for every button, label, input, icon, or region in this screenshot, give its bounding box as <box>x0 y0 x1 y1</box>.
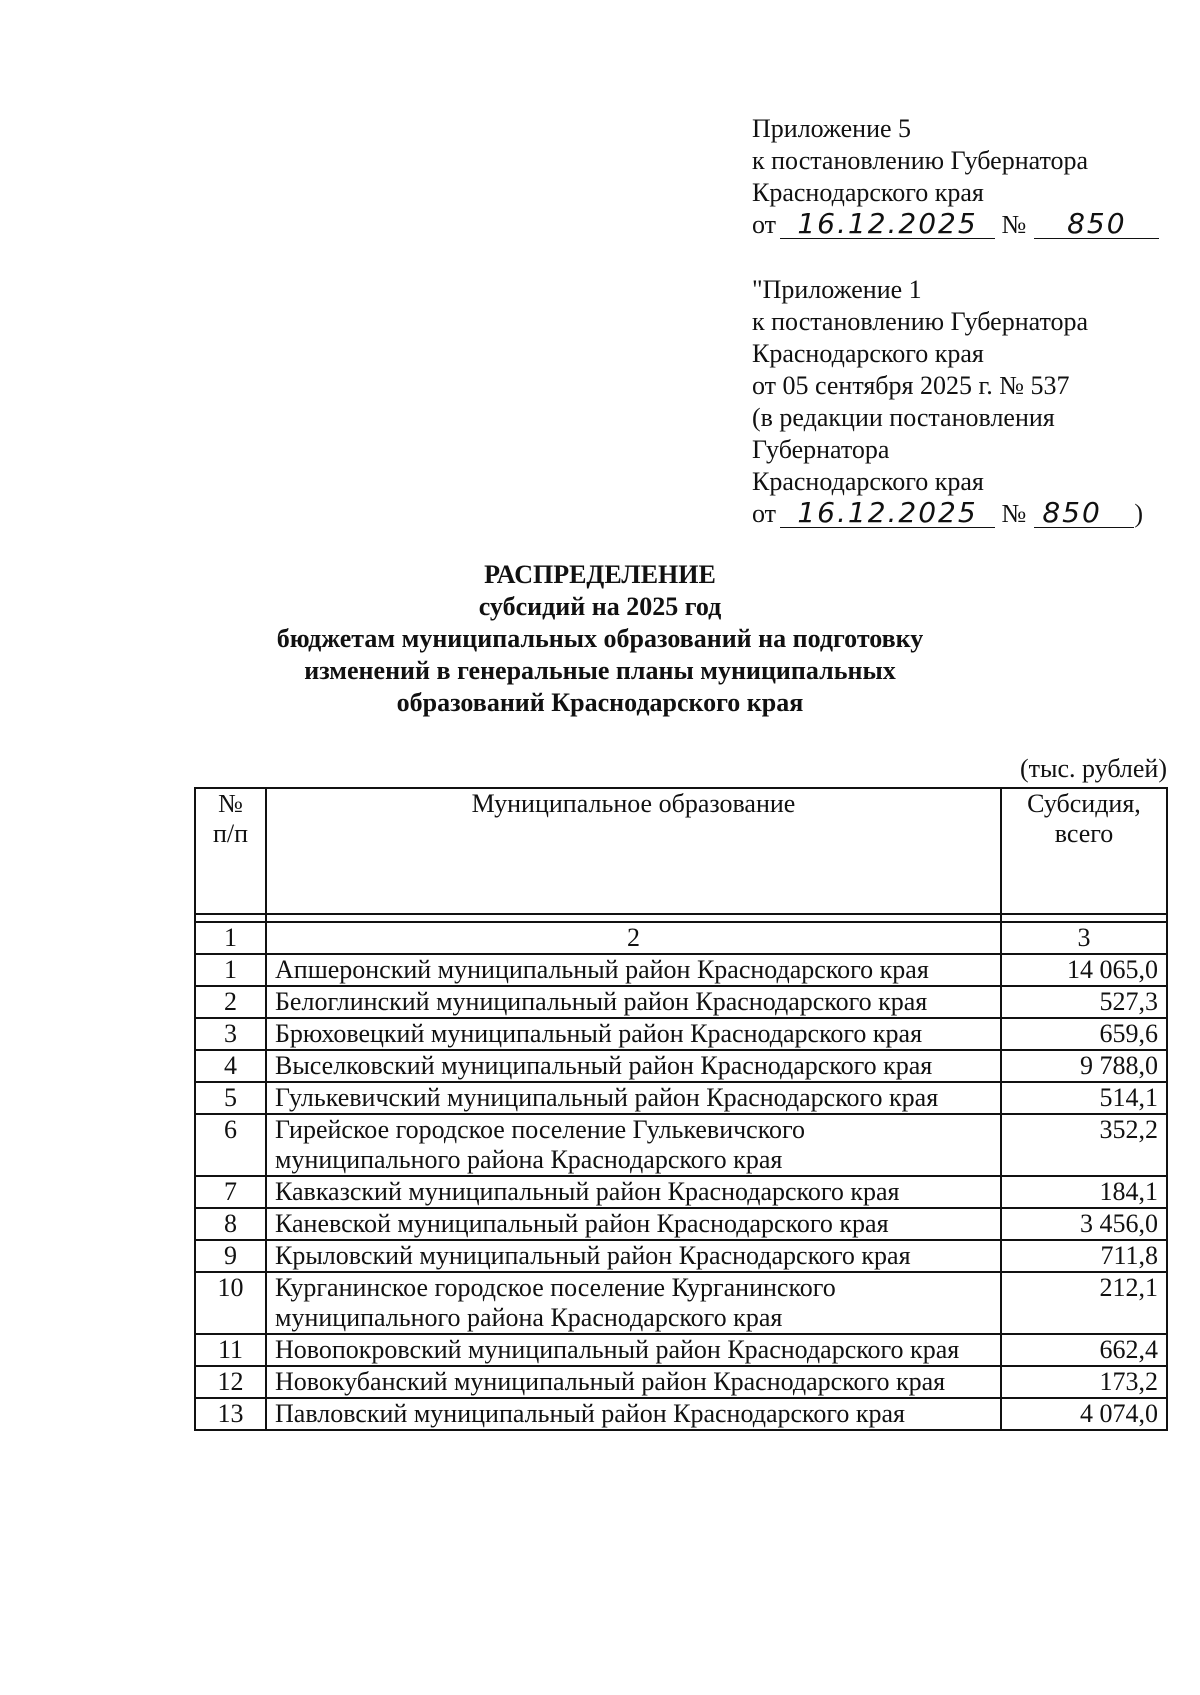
row-number: 12 <box>195 1366 266 1398</box>
handwritten-number: 850 <box>1034 499 1134 528</box>
header-number-line-2: п/п <box>212 819 249 848</box>
row-subsidy: 184,1 <box>1001 1176 1167 1208</box>
title-line-4: изменений в генеральные планы муниципальных <box>304 656 896 685</box>
handwritten-number: 850 <box>1034 210 1159 239</box>
appendix-1-original-date: от 05 сентября 2025 г. № 537 <box>752 371 1070 400</box>
table-header-row <box>195 788 1167 914</box>
table-row <box>195 1398 1167 1430</box>
distribution-table <box>194 787 1168 1431</box>
row-number: 3 <box>195 1018 266 1050</box>
table-row <box>195 1366 1167 1398</box>
row-subsidy: 514,1 <box>1001 1082 1167 1114</box>
appendix-5-ref: к постановлению Губернатора <box>752 146 1089 175</box>
row-number: 13 <box>195 1398 266 1430</box>
appendix-1-region: Краснодарского края <box>752 339 984 368</box>
row-municipality: Каневской муниципальный район Краснодарского края <box>266 1208 1001 1240</box>
row-municipality: Новопокровский муниципальный район Краснодарского края <box>266 1334 1001 1366</box>
title-line-3: бюджетам муниципальных образований на подготовку <box>276 624 924 653</box>
row-municipality: Павловский муниципальный район Краснодарского края <box>266 1398 1001 1430</box>
handwritten-date: 16.12.2025 <box>780 499 995 528</box>
appendix-1-date-line <box>752 498 1143 530</box>
row-number: 7 <box>195 1176 266 1208</box>
appendix-1-region-2: Краснодарского края <box>752 467 984 496</box>
header-subsidy-line-1: Субсидия, <box>1027 789 1141 818</box>
table-row <box>195 1176 1167 1208</box>
row-subsidy: 173,2 <box>1001 1366 1167 1398</box>
table-row <box>195 1240 1167 1272</box>
appendix-5-block <box>752 113 1159 241</box>
row-number: 4 <box>195 1050 266 1082</box>
table-row <box>195 1272 1167 1334</box>
appendix-1-governor: Губернатора <box>752 435 890 464</box>
appendix-5-date-line <box>752 209 1159 241</box>
table-body <box>195 914 1167 1430</box>
table-row <box>195 1082 1167 1114</box>
row-subsidy: 4 074,0 <box>1001 1398 1167 1430</box>
table-row <box>195 1114 1167 1176</box>
row-subsidy: 9 788,0 <box>1001 1050 1167 1082</box>
row-subsidy: 14 065,0 <box>1001 954 1167 986</box>
row-municipality: Апшеронский муниципальный район Краснодарского края <box>266 954 1001 986</box>
row-subsidy: 212,1 <box>1001 1272 1167 1334</box>
from-label: от <box>752 499 777 528</box>
row-municipality: Кавказский муниципальный район Краснодарского края <box>266 1176 1001 1208</box>
table-row <box>195 1334 1167 1366</box>
header-subsidy-line-2: всего <box>1054 819 1114 848</box>
header-number <box>195 788 266 914</box>
column-index-row <box>195 922 1167 954</box>
table-row <box>195 986 1167 1018</box>
table-row <box>195 1050 1167 1082</box>
header-municipality: Муниципальное образование <box>266 788 1001 914</box>
table-row <box>195 1208 1167 1240</box>
column-index: 1 <box>195 922 266 954</box>
appendix-1-ref: к постановлению Губернатора <box>752 307 1089 336</box>
row-subsidy: 711,8 <box>1001 1240 1167 1272</box>
row-number: 6 <box>195 1114 266 1176</box>
from-label: от <box>752 210 777 239</box>
appendix-1-edition: (в редакции постановления <box>752 403 1055 432</box>
handwritten-date: 16.12.2025 <box>780 210 995 239</box>
row-subsidy: 352,2 <box>1001 1114 1167 1176</box>
units-label: (тыс. рублей) <box>1019 754 1167 783</box>
row-number: 5 <box>195 1082 266 1114</box>
row-number: 11 <box>195 1334 266 1366</box>
appendix-1-block <box>752 274 1143 530</box>
table-separator <box>195 914 1167 922</box>
row-subsidy: 662,4 <box>1001 1334 1167 1366</box>
appendix-5-title: Приложение 5 <box>752 114 912 143</box>
table-row <box>195 1018 1167 1050</box>
row-subsidy: 3 456,0 <box>1001 1208 1167 1240</box>
appendix-5-region: Краснодарского края <box>752 178 984 207</box>
column-index: 3 <box>1001 922 1167 954</box>
row-municipality: Новокубанский муниципальный район Краснодарского края <box>266 1366 1001 1398</box>
title-line-2: субсидий на 2025 год <box>478 592 722 621</box>
appendix-1-title: "Приложение 1 <box>752 275 922 304</box>
row-number: 2 <box>195 986 266 1018</box>
column-index: 2 <box>266 922 1001 954</box>
row-municipality: Брюховецкий муниципальный район Краснодарского края <box>266 1018 1001 1050</box>
header-subsidy <box>1001 788 1167 914</box>
closing-paren: ) <box>1134 499 1144 528</box>
row-municipality: Гулькевичский муниципальный район Краснодарского края <box>266 1082 1001 1114</box>
document-title <box>0 559 1200 719</box>
row-municipality: Выселковский муниципальный район Краснодарского края <box>266 1050 1001 1082</box>
title-line-5: образований Краснодарского края <box>396 688 804 717</box>
row-number: 9 <box>195 1240 266 1272</box>
row-subsidy: 527,3 <box>1001 986 1167 1018</box>
table-row <box>195 954 1167 986</box>
row-number: 10 <box>195 1272 266 1334</box>
number-label: № <box>1001 210 1027 239</box>
row-number: 8 <box>195 1208 266 1240</box>
row-municipality: Белоглинский муниципальный район Краснодарского края <box>266 986 1001 1018</box>
header-number-line-1: № <box>218 789 243 818</box>
title-line-1: РАСПРЕДЕЛЕНИЕ <box>484 560 716 589</box>
row-number: 1 <box>195 954 266 986</box>
row-municipality: Крыловский муниципальный район Краснодарского края <box>266 1240 1001 1272</box>
row-subsidy: 659,6 <box>1001 1018 1167 1050</box>
row-municipality: Гирейское городское поселение Гулькевичского муниципального района Краснодарского края <box>266 1114 1001 1176</box>
row-municipality: Курганинское городское поселение Курганинского муниципального района Краснодарского края <box>266 1272 1001 1334</box>
number-label: № <box>1001 499 1027 528</box>
